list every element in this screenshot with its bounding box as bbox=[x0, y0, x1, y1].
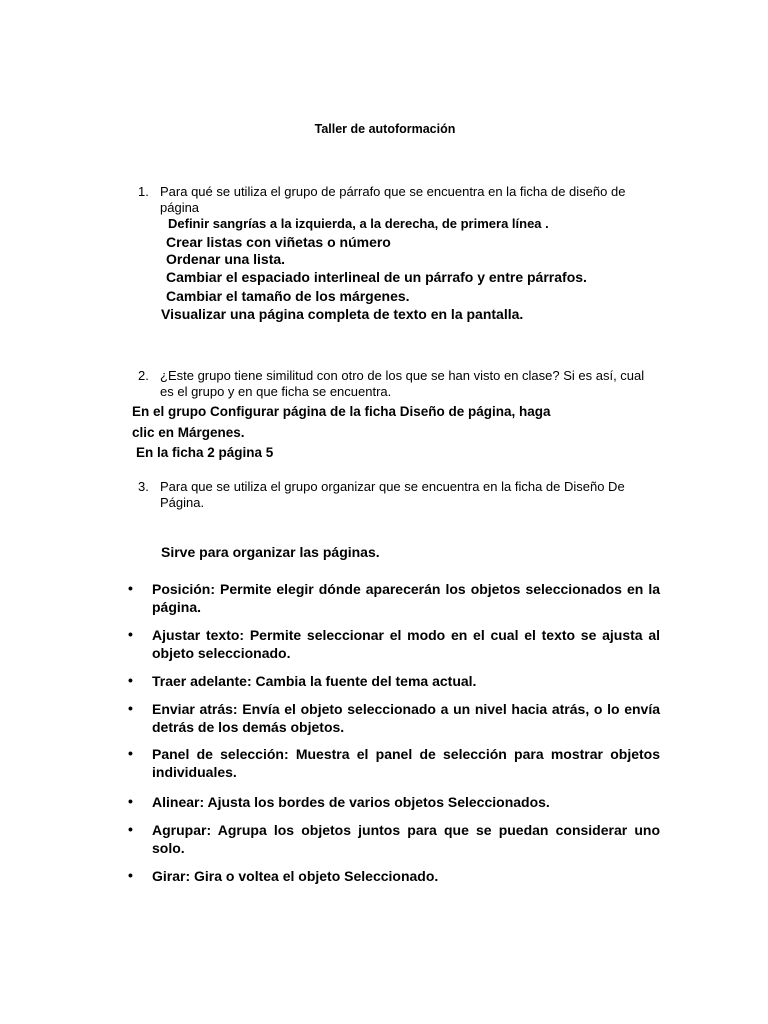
bullet-dot: • bbox=[128, 626, 133, 642]
question-1-text: Para qué se utiliza el grupo de párrafo que se encuentra en la ficha de diseño de página bbox=[160, 184, 626, 215]
q3-answer: Sirve para organizar las páginas. bbox=[161, 544, 380, 560]
q1-answer-1: Definir sangrías a la izquierda, a la derecha, de primera línea . bbox=[168, 216, 549, 231]
question-2-number: 2. bbox=[138, 368, 149, 383]
question-3-text: Para que se utiliza el grupo organizar que se encuentra en la ficha de Diseño De Página. bbox=[160, 479, 625, 510]
bullet-item-panel-seleccion: Panel de selección: Muestra el panel de selección para mostrar objetos individuales. bbox=[152, 746, 660, 780]
bullet-dot: • bbox=[128, 672, 133, 688]
bullet-dot: • bbox=[128, 745, 133, 761]
q1-answer-4: Cambiar el espaciado interlineal de un párrafo y entre párrafos. bbox=[166, 269, 587, 285]
bullet-item-ajustar-texto: Ajustar texto: Permite seleccionar el modo en el cual el texto se ajusta al objeto seleccionado. bbox=[152, 627, 660, 661]
bullet-item-traer-adelante: Traer adelante: Cambia la fuente del tema actual. bbox=[152, 673, 477, 689]
question-1-number: 1. bbox=[138, 184, 149, 199]
q1-answer-6: Visualizar una página completa de texto en la pantalla. bbox=[161, 306, 524, 322]
bullet-dot: • bbox=[128, 793, 133, 809]
question-2-text: ¿Este grupo tiene similitud con otro de los que se han visto en clase? Si es así, cual es el grupo y en que ficha se encuentra. bbox=[160, 368, 645, 399]
q2-answer-3: En la ficha 2 página 5 bbox=[136, 445, 274, 460]
page-title: Taller de autoformación bbox=[314, 122, 456, 136]
q2-answer-1: En el grupo Configurar página de la ficha Diseño de página, haga bbox=[132, 404, 551, 419]
q1-answer-2: Crear listas con viñetas o número bbox=[166, 234, 391, 250]
bullet-item-agrupar: Agrupar: Agrupa los objetos juntos para que se puedan considerar uno solo. bbox=[152, 822, 660, 856]
bullet-dot: • bbox=[128, 821, 133, 837]
bullet-item-enviar-atras: Enviar atrás: Envía el objeto seleccionado a un nivel hacia atrás, o lo envía detrás de los demás objetos. bbox=[152, 701, 660, 735]
bullet-dot: • bbox=[128, 700, 133, 716]
bullet-dot: • bbox=[128, 867, 133, 883]
q1-answer-3: Ordenar una lista. bbox=[166, 251, 286, 267]
q1-answer-5: Cambiar el tamaño de los márgenes. bbox=[166, 288, 410, 304]
q2-answer-2: clic en Márgenes. bbox=[132, 425, 245, 440]
question-3-number: 3. bbox=[138, 479, 149, 494]
bullet-dot: • bbox=[128, 580, 133, 596]
bullet-item-girar: Girar: Gira o voltea el objeto Seleccionado. bbox=[152, 868, 439, 884]
bullet-item-posicion: Posición: Permite elegir dónde aparecerán los objetos seleccionados en la página. bbox=[152, 581, 660, 615]
bullet-item-alinear: Alinear: Ajusta los bordes de varios objetos Seleccionados. bbox=[152, 794, 550, 810]
